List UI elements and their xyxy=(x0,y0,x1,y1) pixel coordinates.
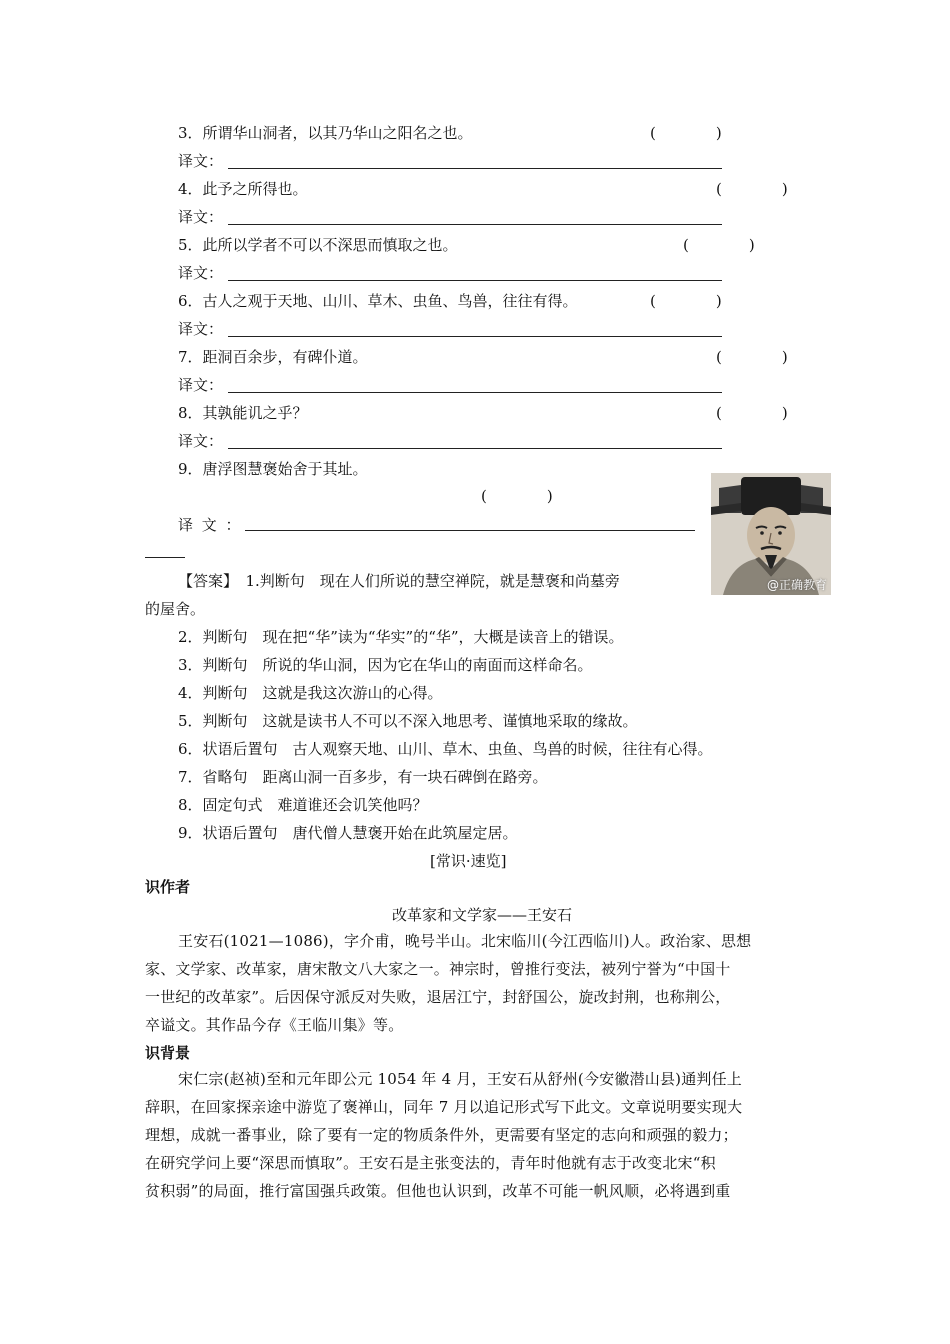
answer-blank-paren[interactable]: ( ) xyxy=(716,348,788,366)
answer-blank-paren[interactable]: ( ) xyxy=(716,180,788,198)
background-text-line: 贫积弱”的局面，推行富国强兵政策。但他也认识到，改革不可能一帆风顺，必将遇到重 xyxy=(145,1182,731,1200)
question-text: 6．古人之观于天地、山川、草木、虫鱼、鸟兽，往往有得。 xyxy=(178,292,578,310)
translation-blank-line[interactable] xyxy=(245,530,695,531)
answer-item: 9．状语后置句 唐代僧人慧褒开始在此筑屋定居。 xyxy=(178,824,518,842)
answer-item: 3．判断句 所说的华山洞，因为它在华山的南面而这样命名。 xyxy=(178,656,593,674)
question-text: 5．此所以学者不可以不深思而慎取之也。 xyxy=(178,236,458,254)
section-header: [常识·速览] xyxy=(430,852,507,870)
translation-label: 译文： xyxy=(178,264,224,282)
question-text: 8．其孰能讥之乎？ xyxy=(178,404,308,422)
background-text-line: 辞职，在回家探亲途中游览了褒禅山，同年 7 月以追记形式写下此文。文章说明要实现大 xyxy=(145,1098,743,1116)
wang-anshi-portrait xyxy=(711,473,831,595)
answer-blank-paren[interactable]: ( ) xyxy=(650,124,722,142)
author-text-line: 卒谥文。其作品今存《王临川集》等。 xyxy=(145,1016,404,1034)
answer-item: 2．判断句 现在把“华”读为“华实”的“华”，大概是读音上的错误。 xyxy=(178,628,624,646)
answer-item: 6．状语后置句 古人观察天地、山川、草木、虫鱼、鸟兽的时候，往往有心得。 xyxy=(178,740,713,758)
author-heading: 识作者 xyxy=(145,878,191,896)
translation-label: 译文： xyxy=(178,208,224,226)
question-text: 4．此予之所得也。 xyxy=(178,180,308,198)
translation-blank-line-continued[interactable] xyxy=(145,557,185,558)
question-text: 3．所谓华山洞者，以其乃华山之阳名之也。 xyxy=(178,124,473,142)
answer-blank-paren[interactable]: ( ) xyxy=(650,292,722,310)
answer-blank-paren[interactable]: ( ) xyxy=(481,487,553,505)
background-text-line: 在研究学问上要“深思而慎取”。王安石是主张变法的，青年时他就有志于改变北宋“积 xyxy=(145,1154,716,1172)
author-text-line: 王安石(1021—1086)，字介甫，晚号半山。北宋临川(今江西临川)人。政治家、思想 xyxy=(178,932,752,950)
background-text-line: 宋仁宗(赵祯)至和元年即公元 1054 年 4 月，王安石从舒州(今安徽潜山县)通判任上 xyxy=(178,1070,743,1088)
answer-item: 8．固定句式 难道谁还会讥笑他吗？ xyxy=(178,796,428,814)
answer-line-1: 【答案】 1.判断句 现在人们所说的慧空禅院，就是慧褒和尚墓旁 xyxy=(178,572,620,590)
background-heading: 识背景 xyxy=(145,1044,191,1062)
translation-label: 译文： xyxy=(178,376,224,394)
author-title: 改革家和文学家——王安石 xyxy=(392,906,573,924)
answer-item: 4．判断句 这就是我这次游山的心得。 xyxy=(178,684,443,702)
translation-blank-line[interactable] xyxy=(228,280,722,281)
answer-line-1-continued: 的屋舍。 xyxy=(145,600,206,618)
author-text-line: 一世纪的改革家”。后因保守派反对失败，退居江宁，封舒国公，旋改封荆，也称荆公， xyxy=(145,988,731,1006)
translation-label: 译文： xyxy=(178,152,224,170)
answer-item: 7．省略句 距离山洞一百多步，有一块石碑倒在路旁。 xyxy=(178,768,548,786)
question-text: 7．距洞百余步，有碑仆道。 xyxy=(178,348,368,366)
translation-label: 译 文 ： xyxy=(178,516,243,534)
translation-label: 译文： xyxy=(178,320,224,338)
translation-blank-line[interactable] xyxy=(228,168,722,169)
background-text-line: 理想，成就一番事业，除了要有一定的物质条件外，更需要有坚定的志向和顽强的毅力； xyxy=(145,1126,738,1144)
translation-blank-line[interactable] xyxy=(228,448,722,449)
watermark-text: @正确教育 xyxy=(766,578,827,592)
answer-blank-paren[interactable]: ( ) xyxy=(716,404,788,422)
translation-blank-line[interactable] xyxy=(228,224,722,225)
translation-blank-line[interactable] xyxy=(228,392,722,393)
question-text: 9．唐浮图慧褒始舍于其址。 xyxy=(178,460,368,478)
translation-label: 译文： xyxy=(178,432,224,450)
translation-blank-line[interactable] xyxy=(228,336,722,337)
author-text-line: 家、文学家、改革家，唐宋散文八大家之一。神宗时，曾推行变法，被列宁誉为“中国十 xyxy=(145,960,731,978)
answer-blank-paren[interactable]: ( ) xyxy=(683,236,755,254)
answer-item: 5．判断句 这就是读书人不可以不深入地思考、谨慎地采取的缘故。 xyxy=(178,712,638,730)
